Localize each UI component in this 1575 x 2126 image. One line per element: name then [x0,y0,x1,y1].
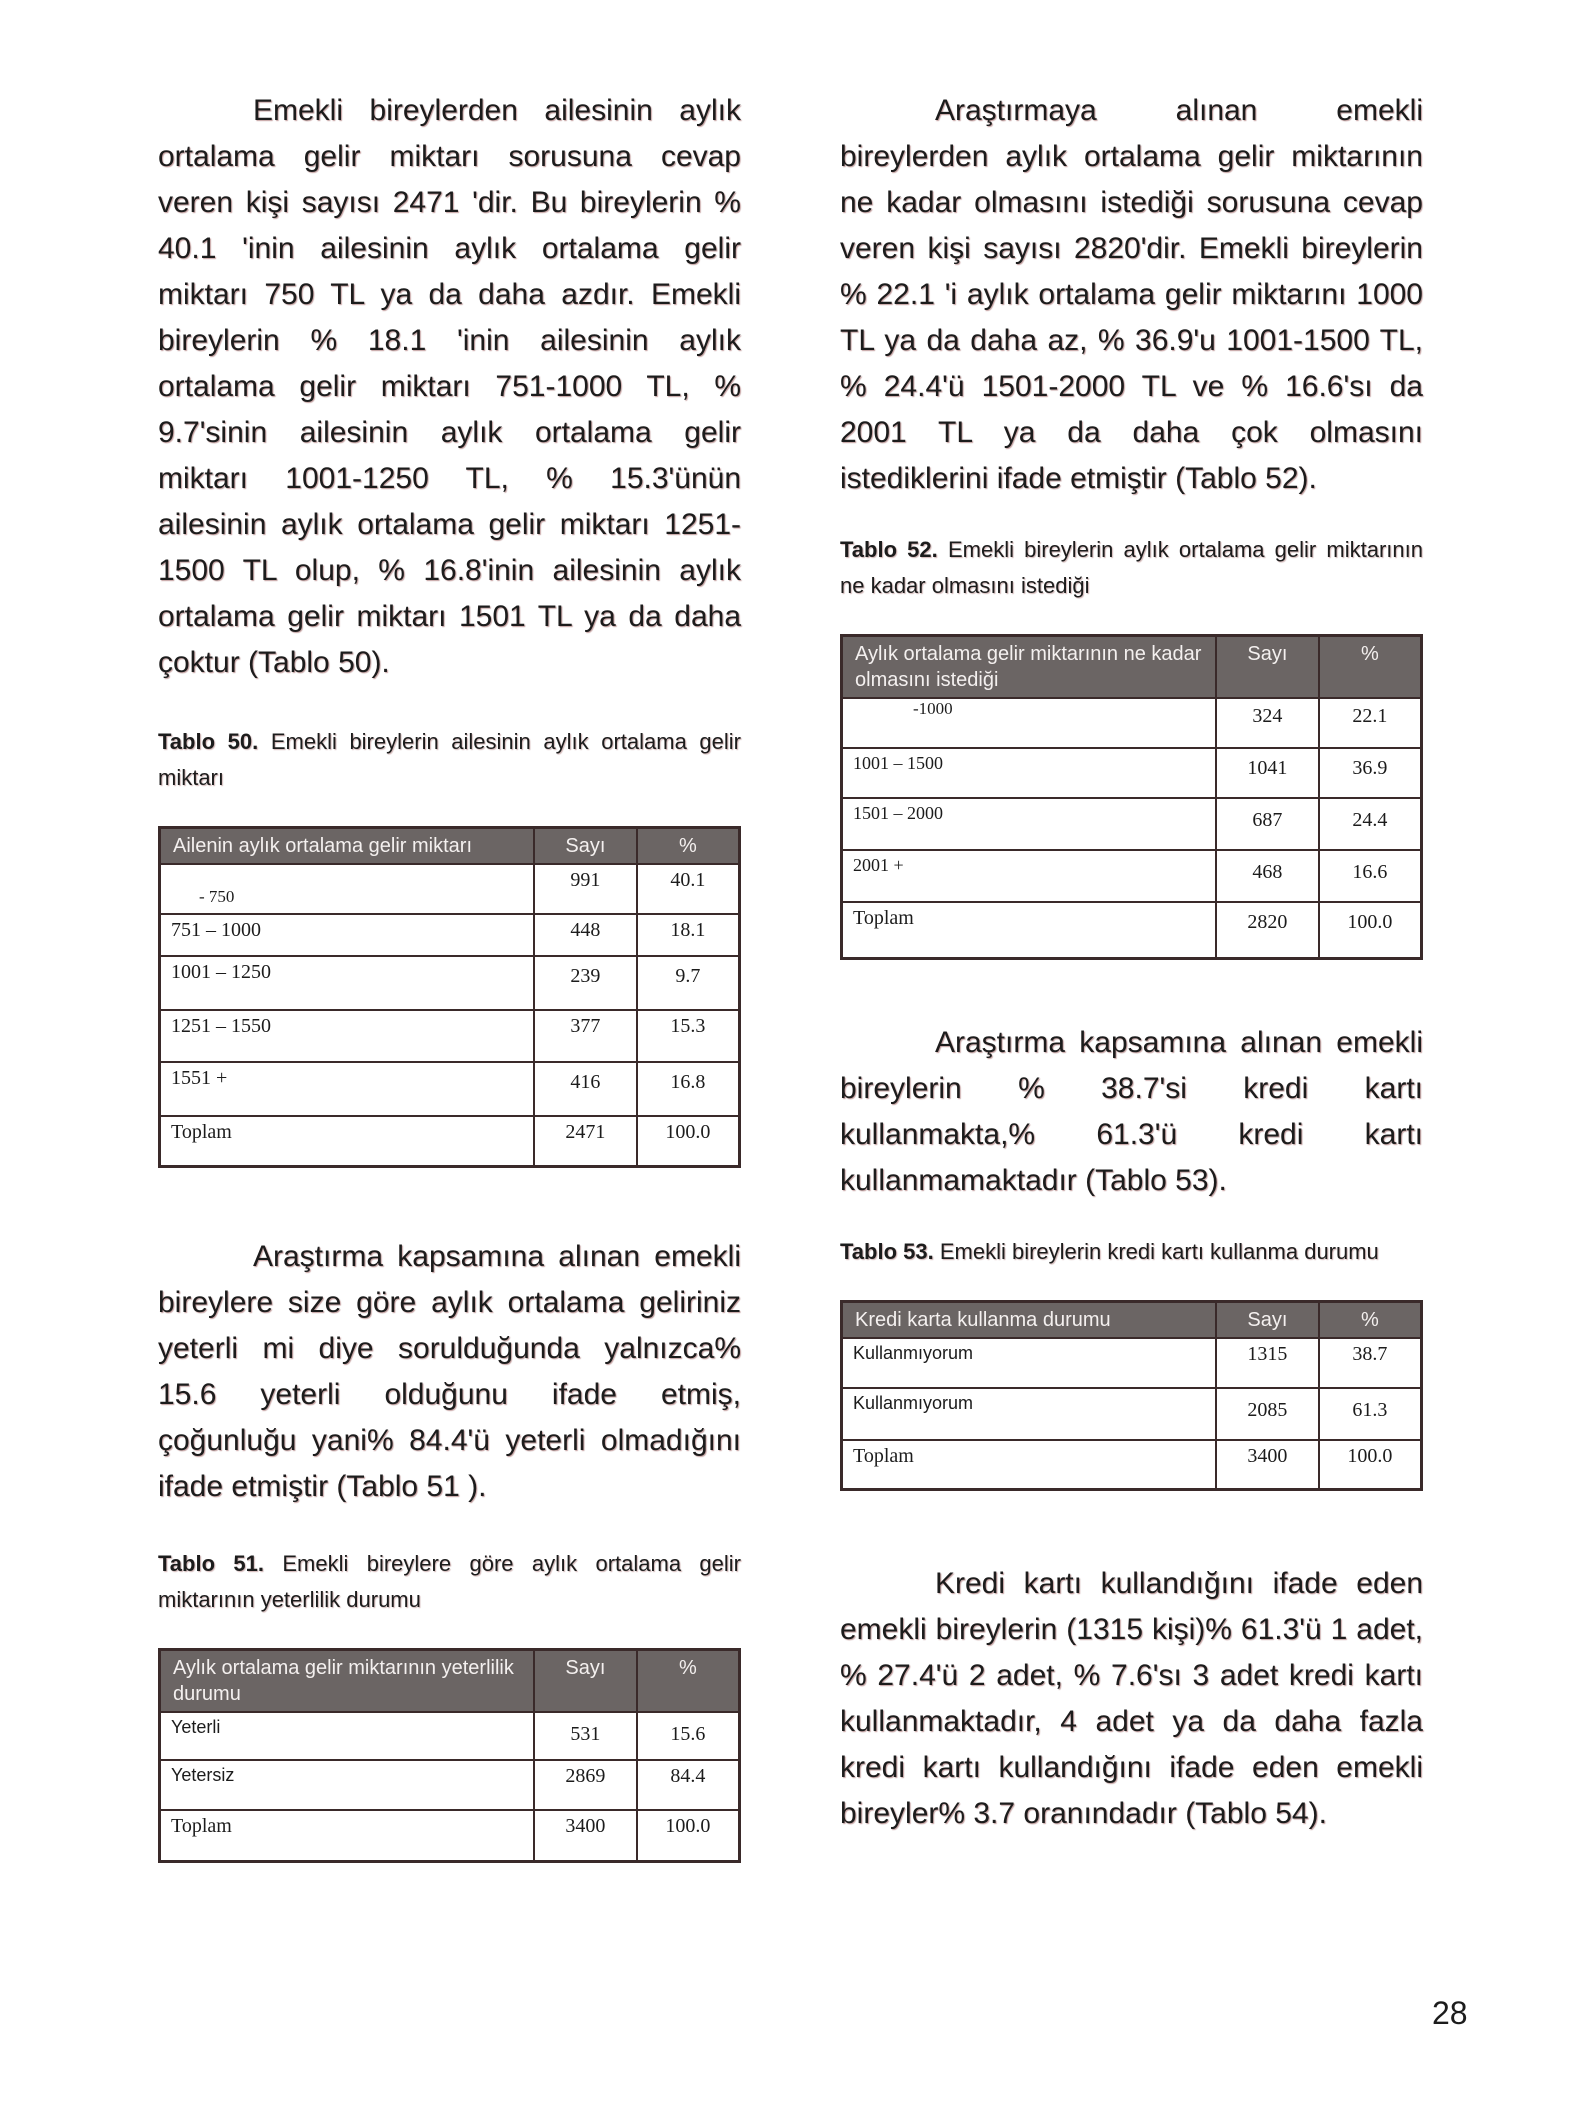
table-cell: 468 [1216,850,1319,902]
table-cell: 239 [534,956,637,1010]
table-cell: 1041 [1216,748,1319,798]
paragraph-card-count: Kredi kartı kullandığını ifade eden emekli bireylerin (1315 kişi)% 61.3'ü 1 adet, % 27.4'ü 2 adet, % 7.6'sı 3 adet kredi kartı kullanmaktadır, 4 adet ya da daha fazla kredi kartı kullandığını ifade eden emekli bireyler% 3.7 oranındadır (Tablo 54). [840,1567,1423,1830]
table-cell: 18.1 [637,914,740,956]
table-row [160,956,740,1010]
table-cell: - 750 [160,864,535,914]
table-header-cell: Kredi karta kullanma durumu [842,1301,1217,1338]
table-cell: 531 [534,1712,637,1760]
table-cell: 751 – 1000 [160,914,535,956]
left-column [158,88,741,1863]
table-cell: Toplam [842,902,1217,958]
table-cell: 100.0 [637,1810,740,1862]
table-cell: 2001 + [842,850,1217,902]
table-header-cell: Sayı [534,828,637,865]
table-row [160,1760,740,1810]
table-cell: 3400 [534,1810,637,1862]
table-row [160,914,740,956]
table-header-cell: % [1319,636,1422,699]
table-cell: 1501 – 2000 [842,798,1217,850]
table-row [842,748,1422,798]
table-header-cell: % [637,1649,740,1712]
table-50-caption: Tablo 50. Emekli bireylerin ailesinin aylık ortalama gelir miktarı [158,729,741,790]
table-cell: 100.0 [1319,902,1422,958]
table-row [160,864,740,914]
table-cell: 3400 [1216,1440,1319,1490]
table-cell: 448 [534,914,637,956]
paragraph-credit-card: Araştırma kapsamına alınan emekli bireylerin % 38.7'si kredi kartı kullanmakta,% 61.3'ü kredi kartı kullanmamaktadır (Tablo 53). [840,1025,1423,1197]
table-cell: 1315 [1216,1338,1319,1388]
table-cell: Kullanmıyorum [842,1338,1217,1388]
table-cell: 15.6 [637,1712,740,1760]
table-cell: 2820 [1216,902,1319,958]
paragraph-income: Emekli bireylerden ailesinin aylık ortalama gelir miktarı sorusuna cevap veren kişi sayısı 2471 'dir. Bu bireylerin % 40.1 'inin ailesinin aylık ortalama gelir miktarı 750 TL ya da daha azdır. Emekli bireylerin % 18.1 'inin ailesinin aylık ortalama gelir miktarı 751-1000 TL, % 9.7'sinin ailesinin aylık ortalama gelir miktarı 1001-1250 TL, % 15.3'ünün ailesinin aylık ortalama gelir miktarı 1251-1500 TL olup, % 16.8'inin ailesinin aylık ortalama gelir miktarı 1501 TL ya da daha çoktur (Tablo 50). [158,94,741,679]
table-row [842,902,1422,958]
table-cell: 40.1 [637,864,740,914]
table-53 [840,1300,1423,1492]
table-cell: Kullanmıyorum [842,1388,1217,1440]
table-cell: 100.0 [1319,1440,1422,1490]
table-cell: 2471 [534,1116,637,1166]
table-cell: 16.8 [637,1062,740,1116]
table-header-row [160,828,740,865]
table-row [842,1338,1422,1388]
table-header-cell: Ailenin aylık ortalama gelir miktarı [160,828,535,865]
table-cell: 9.7 [637,956,740,1010]
table-row [160,1010,740,1062]
table-header-cell: Sayı [1216,636,1319,699]
table-51 [158,1648,741,1864]
table-53-caption: Tablo 53. Emekli bireylerin kredi kartı kullanma durumu [840,1238,1379,1264]
table-cell: 377 [534,1010,637,1062]
table-51-caption: Tablo 51. Emekli bireylere göre aylık ortalama gelir miktarının yeterlilik durumu [158,1550,741,1612]
table-cell: 24.4 [1319,798,1422,850]
table-cell: 15.3 [637,1010,740,1062]
table-cell: 687 [1216,798,1319,850]
table-header-cell: Sayı [534,1649,637,1712]
table-cell: 2869 [534,1760,637,1810]
table-row [160,1712,740,1760]
table-cell: -1000 [842,698,1217,748]
paragraph-income-sufficiency: Araştırma kapsamına alınan emekli bireylere size göre aylık ortalama geliriniz yeterli mi diye sorulduğunda yalnızca% 15.6 yeterli olduğunu ifade etmiş, çoğunluğu yani% 84.4'ü yeterli olmadığını ifade etmiştir (Tablo 51 ). [158,1239,741,1503]
table-header-row [842,636,1422,699]
table-row [842,798,1422,850]
table-cell: 16.6 [1319,850,1422,902]
table-row [160,1810,740,1862]
table-header-cell: Sayı [1216,1301,1319,1338]
table-cell: 22.1 [1319,698,1422,748]
table-cell: 36.9 [1319,748,1422,798]
table-cell: 1251 – 1550 [160,1010,535,1062]
table-cell: Toplam [842,1440,1217,1490]
table-row [842,1440,1422,1490]
right-column [840,88,1423,1837]
table-cell: Yetersiz [160,1760,535,1810]
table-header-cell: Aylık ortalama gelir miktarının ne kadar olmasını istediği [842,636,1217,699]
table-cell: 324 [1216,698,1319,748]
table-header-cell: % [637,828,740,865]
table-row [160,1116,740,1166]
table-cell: Toplam [160,1116,535,1166]
table-header-row [160,1649,740,1712]
table-header-cell: Aylık ortalama gelir miktarının yeterlilik durumu [160,1649,535,1712]
table-50 [158,826,741,1168]
table-header-cell: % [1319,1301,1422,1338]
table-cell: 84.4 [637,1760,740,1810]
table-cell: Toplam [160,1810,535,1862]
table-cell: 1551 + [160,1062,535,1116]
table-52 [840,634,1423,960]
table-cell: 61.3 [1319,1388,1422,1440]
table-row [842,698,1422,748]
table-row [160,1062,740,1116]
table-header-row [842,1301,1422,1338]
table-cell: Yeterli [160,1712,535,1760]
table-row [842,850,1422,902]
table-row [842,1388,1422,1440]
paragraph-desired-income: Araştırmaya alınan emekli bireylerden aylık ortalama gelir miktarının ne kadar olmasını istediği sorusuna cevap veren kişi sayısı 2820'dir. Emekli bireylerin % 22.1 'i aylık ortalama gelir miktarını 1000 TL ya da daha az, % 36.9'u 1001-1500 TL, % 24.4'ü 1501-2000 TL ve % 16.6'sı da 2001 TL ya da daha çok olmasını istediklerini ifade etmiştir (Tablo 52). [840,94,1423,495]
table-cell: 38.7 [1319,1338,1422,1388]
table-cell: 991 [534,864,637,914]
table-cell: 100.0 [637,1116,740,1166]
table-cell: 1001 – 1500 [842,748,1217,798]
table-cell: 1001 – 1250 [160,956,535,1010]
table-cell: 416 [534,1062,637,1116]
page-number: 28 [1432,1995,1468,2031]
table-cell: 2085 [1216,1388,1319,1440]
table-52-caption: Tablo 52. Emekli bireylerin aylık ortalama gelir miktarının ne kadar olmasını istediği [840,537,1423,598]
